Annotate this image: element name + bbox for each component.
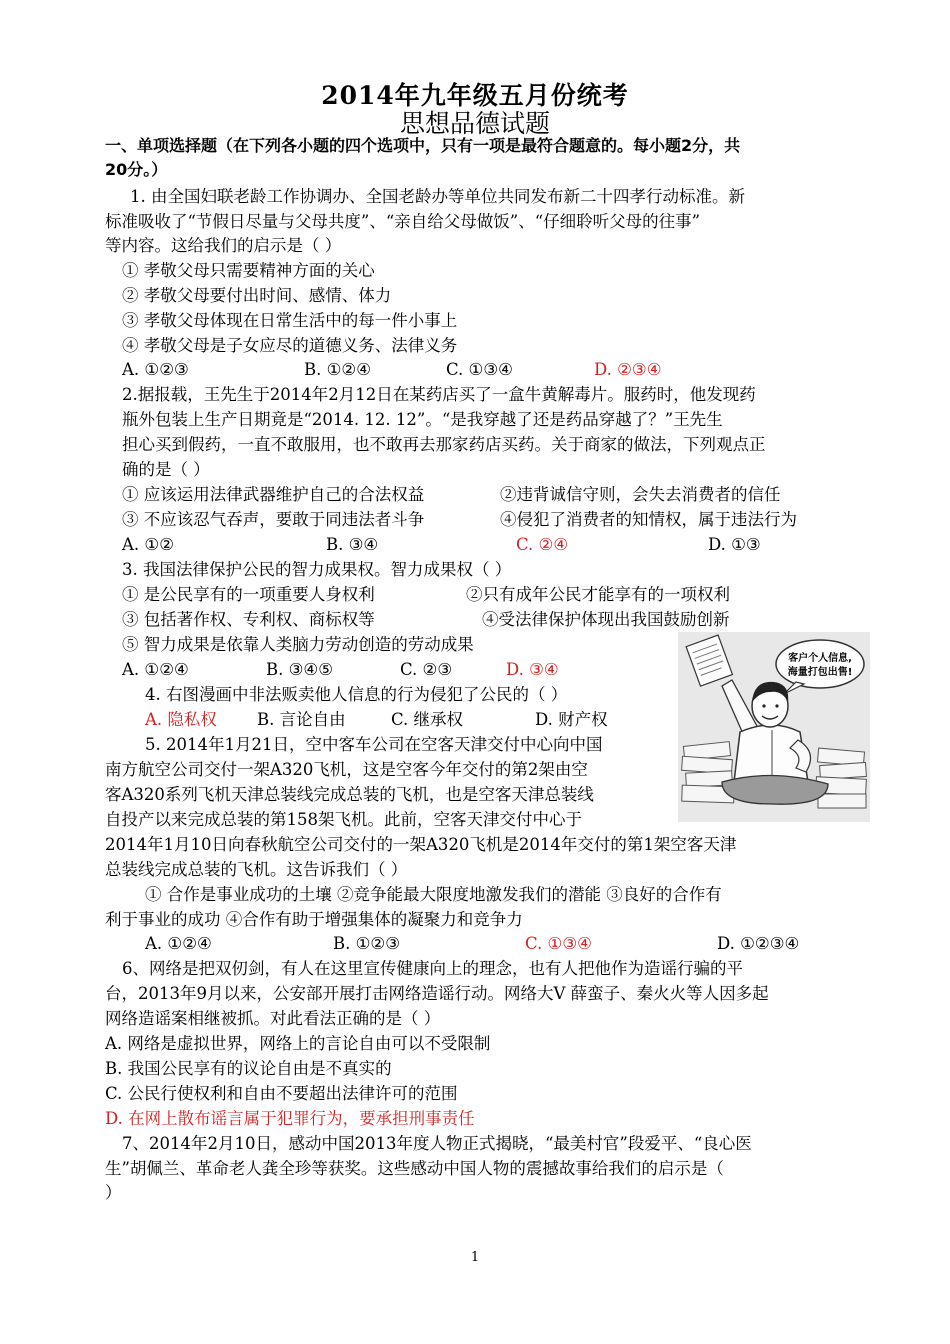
q2-stem: 2.据报载，王先生于2014年2月12日在某药店买了一盒牛黄解毒片。服药时，他发现药 <box>122 385 756 404</box>
q2-statement: ②违背诚信守则，会失去消费者的信任 <box>500 485 781 504</box>
q4-stem: 4. 右图漫画中非法贩卖他人信息的行为侵犯了公民的（ ） <box>145 685 568 704</box>
q6-option-c: C. 公民行使权利和自由不要超出法律许可的范围 <box>105 1084 458 1103</box>
q5-stem: 自投产以来完成总装的第158架飞机。此前，空客天津交付中心于 <box>105 810 582 829</box>
q3-options <box>122 658 672 682</box>
q3-option-d-answer: D. ③④ <box>506 660 559 679</box>
q2-stem: 担心买到假药，一直不敢服用，也不敢再去那家药店买药。关于商家的做法，下列观点正 <box>122 435 766 454</box>
q3-option-b: B. ③④⑤ <box>266 660 333 679</box>
q2-option-b: B. ③④ <box>326 535 379 554</box>
q7-stem: 7、2014年2月10日，感动中国2013年度人物正式揭晓，“最美村官”段爱平、“良心医 <box>122 1134 752 1153</box>
q4-options <box>145 708 665 732</box>
bubble-text-2: 海量打包出售! <box>787 667 853 678</box>
q4-option-a-answer: A. 隐私权 <box>145 710 217 729</box>
q2-options <box>122 533 822 557</box>
q1-statement: ④ 孝敬父母是子女应尽的道德义务、法律义务 <box>122 336 458 355</box>
q3-option-c: C. ②③ <box>400 660 453 679</box>
q5-statement: 利于事业的成功 ④合作有助于增强集体的凝聚力和竞争力 <box>105 910 523 929</box>
q1-statement: ① 孝敬父母只需要精神方面的关心 <box>122 261 375 280</box>
q7-stem: ） <box>105 1183 122 1202</box>
crossed-legs <box>722 775 828 804</box>
q2-statement: ③ 不应该忍气吞声，要敢于同违法者斗争 <box>122 510 425 529</box>
q1-option-a: A. ①②③ <box>122 360 189 379</box>
q2-statement: ① 应该运用法律武器维护自己的合法权益 <box>122 485 425 504</box>
q2-option-d: D. ①③ <box>708 535 761 554</box>
q3-option-a: A. ①②④ <box>122 660 189 679</box>
q3-statement: ⑤ 智力成果是依靠人类脑力劳动创造的劳动成果 <box>122 635 474 654</box>
q4-option-b: B. 言论自由 <box>257 710 346 729</box>
q6-option-d-answer: D. 在网上散布谣言属于犯罪行为，要承担刑事责任 <box>105 1109 475 1128</box>
q3-statement: ④受法律保护体现出我国鼓励创新 <box>482 610 730 629</box>
section-heading-cont: 20分。） <box>105 160 168 179</box>
section-heading: 一、单项选择题（在下列各小题的四个选项中，只有一项是最符合题意的。每小题2分，共 <box>105 136 741 155</box>
q5-stem: 5. 2014年1月21日，空中客车公司在空客天津交付中心向中国 <box>145 735 603 754</box>
q6-stem: 台，2013年9月以来，公安部开展打击网络造谣行动。网络大V 薛蛮子、秦火火等人因多起 <box>105 984 769 1003</box>
q2-option-c-answer: C. ②④ <box>516 535 569 554</box>
q6-stem: 6、网络是把双仞剑，有人在这里宣传健康向上的理念，也有人把他作为造谣行骗的平 <box>122 959 743 978</box>
q1-option-d-answer: D. ②③④ <box>594 360 662 379</box>
q1-option-b: B. ①②④ <box>304 360 371 379</box>
q5-stem: 南方航空公司交付一架A320飞机，这是空客今年交付的第2架由空 <box>105 760 588 779</box>
page-title: 2014年九年级五月份统考 <box>321 81 629 110</box>
speech-bubble <box>776 640 864 688</box>
q3-statement: ②只有成年公民才能享有的一项权利 <box>466 585 730 604</box>
q3-stem: 3. 我国法律保护公民的智力成果权。智力成果权（ ） <box>122 560 512 579</box>
q5-statement: ① 合作是事业成功的土壤 ②竞争能最大限度地激发我们的潜能 ③良好的合作有 <box>145 885 722 904</box>
q5-option-c-answer: C. ①③④ <box>525 934 592 953</box>
q1-options <box>122 358 822 382</box>
q5-options <box>145 932 845 956</box>
q2-stem: 确的是（ ） <box>122 460 210 479</box>
q1-stem: 1. 由全国妇联老龄工作协调办、全国老龄办等单位共同发布新二十四孝行动标准。新 <box>130 187 745 206</box>
q4-option-d: D. 财产权 <box>535 710 608 729</box>
q5-option-a: A. ①②④ <box>145 934 212 953</box>
q2-statement: ④侵犯了消费者的知情权，属于违法行为 <box>500 510 797 529</box>
cartoon-illustration <box>678 632 870 822</box>
q7-stem: 生”胡佩兰、革命老人龚全珍等获奖。这些感动中国人物的震撼故事给我们的启示是（ <box>105 1159 724 1178</box>
q1-statement: ③ 孝敬父母体现在日常生活中的每一件小事上 <box>122 311 458 330</box>
q4-option-c: C. 继承权 <box>391 710 464 729</box>
q1-stem: 标准吸收了“节假日尽量与父母共度”、“亲自给父母做饭”、“仔细聆听父母的往事” <box>105 212 701 231</box>
q3-statement: ① 是公民享有的一项重要人身权利 <box>122 585 375 604</box>
page-number: 1 <box>470 1250 480 1265</box>
q6-option-b: B. 我国公民享有的议论自由是不真实的 <box>105 1059 392 1078</box>
q6-option-a: A. 网络是虚拟世界，网络上的言论自由可以不受限制 <box>105 1034 491 1053</box>
q1-stem: 等内容。这给我们的启示是（ ） <box>105 236 342 255</box>
eye-left <box>762 704 765 707</box>
q6-stem: 网络造谣案相继被抓。对此看法正确的是（ ） <box>105 1009 441 1028</box>
q5-stem: 总装线完成总装的飞机。这告诉我们（ ） <box>105 860 408 879</box>
eye-right <box>775 704 778 707</box>
q5-option-b: B. ①②③ <box>333 934 400 953</box>
page-subtitle: 思想品德试题 <box>399 109 550 138</box>
q5-stem: 2014年1月10日向春秋航空公司交付的一架A320飞机是2014年交付的第1架空客天津 <box>105 835 737 854</box>
q3-statement: ③ 包括著作权、专利权、商标权等 <box>122 610 375 629</box>
q5-stem: 客A320系列飞机天津总装线完成总装的飞机，也是空客天津总装线 <box>105 785 594 804</box>
q5-option-d: D. ①②③④ <box>717 934 800 953</box>
q2-option-a: A. ①② <box>122 535 174 554</box>
q1-option-c: C. ①③④ <box>446 360 513 379</box>
q2-stem: 瓶外包装上生产日期竟是“2014. 12. 12”。“是我穿越了还是药品穿越了？”王先生 <box>122 410 723 429</box>
bubble-text-1: 客户个人信息, <box>788 653 852 664</box>
q1-statement: ② 孝敬父母要付出时间、感情、体力 <box>122 286 392 305</box>
